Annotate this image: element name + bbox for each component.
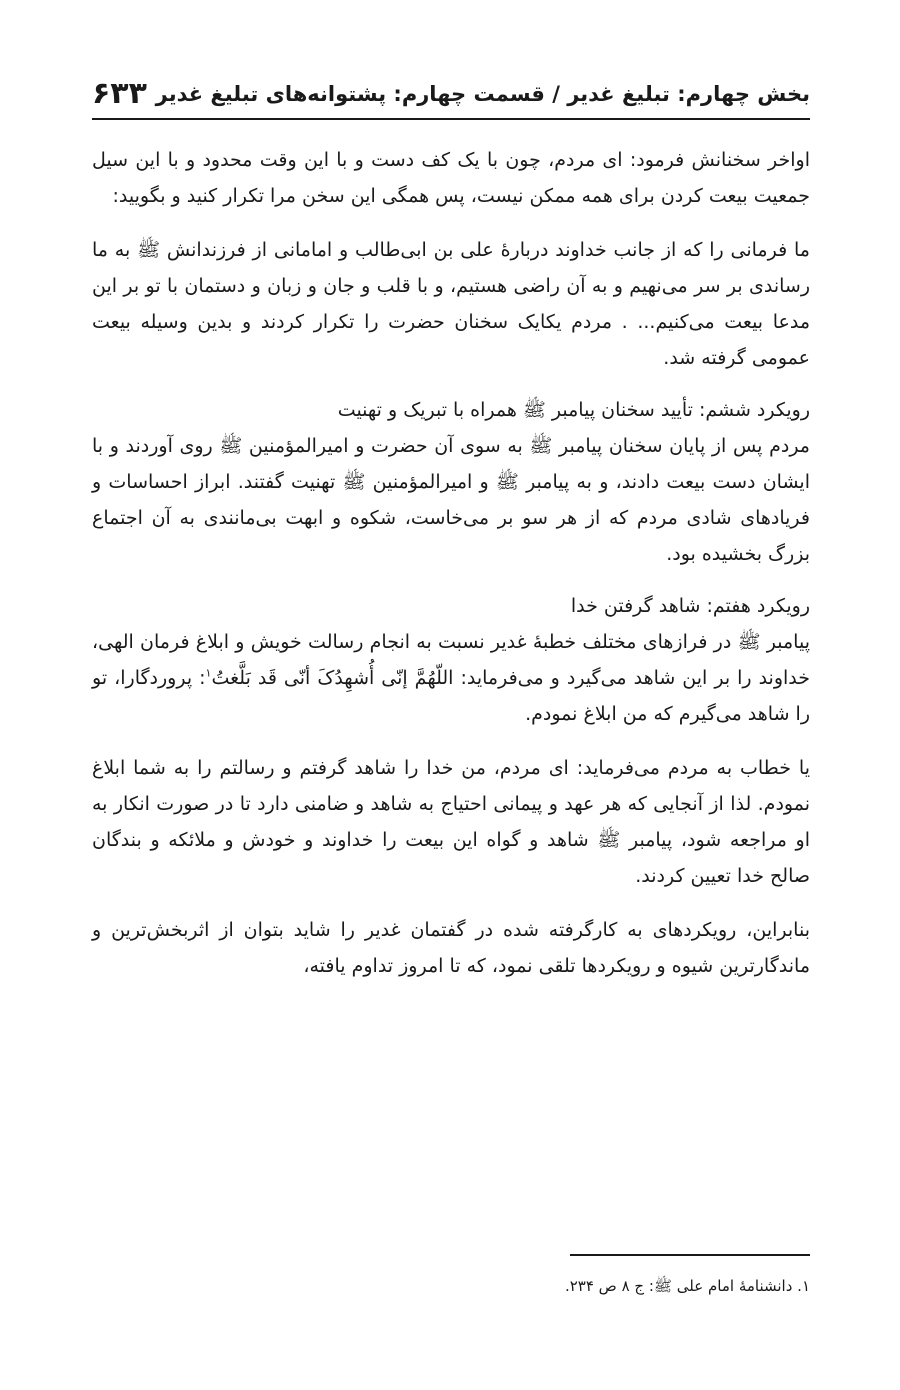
footnote: ۱. دانشنامهٔ امام علی ﷺ: ج ۸ ص ۲۳۴. [564,1277,810,1295]
section-heading-7: رویکرد هفتم: شاهد گرفتن خدا [570,595,810,617]
paragraph-2: ما فرمانی را که از جانب خداوند دربارهٔ علی بن ابی‌طالب و امامانی از فرزندانش ﷺ به ما رساندی بر سر می‌نهیم و به آن راضی هستیم، و با قلب و جان و زبان و دستمان با تو بر این مدعا بیعت می‌کنیم... . مردم یکایک سخنان حضرت را تکرار کردند و بدین وسیله بیعت عمومی گرفته شد. [92,239,810,369]
footnote-reference[interactable]: ۱ [205,666,212,680]
paragraph-3: مردم پس از پایان سخنان پیامبر ﷺ به سوی آن حضرت و امیرالمؤمنین ﷺ روی آوردند و با ایشان دست بیعت دادند، و به پیامبر ﷺ و امیرالمؤمنین ﷺ تهنیت گفتند. ابراز احساسات و فریادهای شادی مردم که از هر سو بر می‌خاست، شکوه و ابهت بی‌مانندی به آن اجتماع بزرگ بخشیده بود. [92,435,810,565]
arabic-quote: اللّهُمَّ إنّی أُشهِدُکَ أنّی قَد بَلَّغتُ [211,667,454,689]
paragraph-1: اواخر سخنانش فرمود: ای مردم، چون با یک کف دست و با این وقت محدود و با این سیل جمعیت بیعت کردن برای همه ممکن نیست، پس همگی این سخن مرا تکرار کنید و بگویید: [92,149,810,207]
paragraph-4 [92,624,810,732]
body-text [92,142,810,984]
running-title: بخش چهارم: تبلیغ غدیر / قسمت چهارم: پشتوانه‌های تبلیغ غدیر [155,81,810,106]
page-number: ۶۳۳ [92,76,147,111]
footnote-rule [570,1254,810,1256]
book-page [92,62,810,1362]
header-rule [92,118,810,120]
section-heading-6: رویکرد ششم: تأیید سخنان پیامبر ﷺ همراه با تبریک و تهنیت [337,399,810,421]
paragraph-5: یا خطاب به مردم می‌فرماید: ای مردم، من خدا را شاهد گرفتم و رسالتم را به شما ابلاغ نمودم. لذا از آنجایی که هر عهد و پیمانی احتیاج به شاهد و ضامنی دارد تا در صورت انکار به او مراجعه شود، پیامبر ﷺ شاهد و گواه این بیعت را خداوند و خودش و ملائکه و بندگان صالح خدا تعیین کردند. [92,757,810,887]
paragraph-4-intro: پیامبر ﷺ در فرازهای مختلف خطبهٔ غدیر نسبت به انجام رسالت خویش و ابلاغ فرمان الهی، خداوند را بر این شاهد می‌گیرد و می‌فرماید: [92,631,811,689]
paragraph-6: بنابراین، رویکردهای به کارگرفته شده در گفتمان غدیر را شاید بتوان از اثربخش‌ترین و ماندگارترین شیوه و رویکردها تلقی نمود، که تا امروز تداوم یافته، [92,919,810,977]
page-header [92,74,810,114]
paragraph-4-translation: : پروردگارا، تو را شاهد می‌گیرم که من ابلاغ نمودم. [92,667,810,725]
